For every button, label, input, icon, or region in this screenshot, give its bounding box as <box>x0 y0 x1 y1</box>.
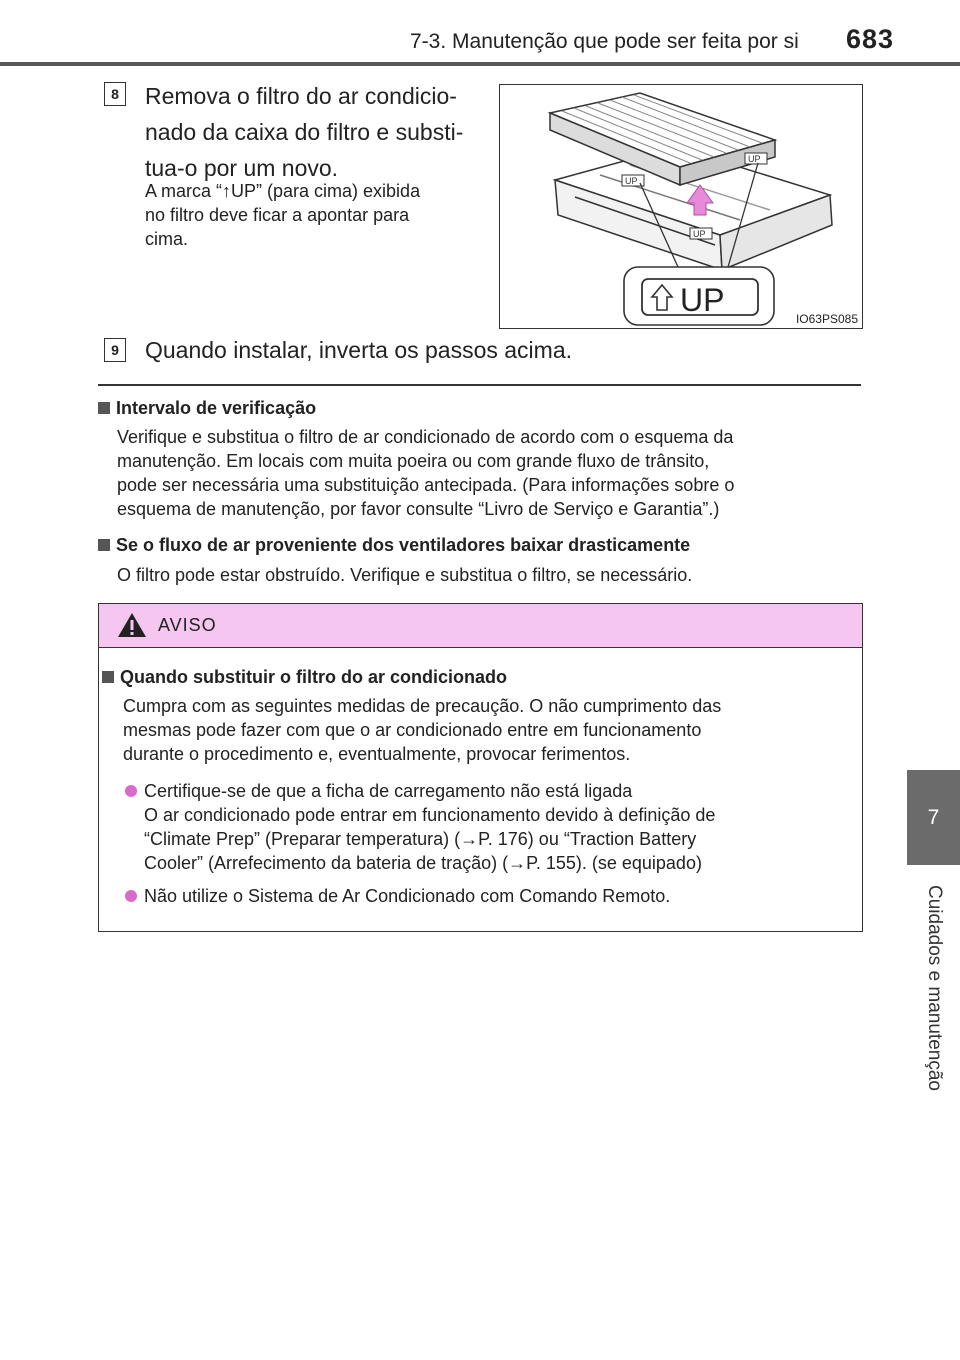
body-line: pode ser necessária uma substituição antecipada. (Para informações sobre o <box>117 475 735 495</box>
small-up-text-3: UP <box>693 229 706 239</box>
warning-subheading-text: Quando substituir o filtro do ar condicionado <box>120 667 507 687</box>
warning-bullet-1-text <box>144 779 852 875</box>
step-8-note-line: A marca “↑UP” (para cima) exibida <box>145 181 421 201</box>
filter-replacement-drawing <box>500 85 862 328</box>
section-heading-text: Intervalo de verificação <box>116 398 317 418</box>
up-callout-label <box>624 267 774 325</box>
section-body-interval <box>117 425 856 521</box>
step-8-text <box>145 78 477 186</box>
warning-box <box>98 603 863 932</box>
round-bullet-icon <box>125 890 137 902</box>
warning-bullet-2 <box>125 884 855 908</box>
chapter-label-text: Cuidados e manutenção <box>923 884 945 1091</box>
step-number-9: 9 <box>104 338 126 362</box>
warning-bullet-1 <box>125 779 855 875</box>
warning-subheading <box>102 667 507 688</box>
illustration-code: IO63PS085 <box>795 312 858 326</box>
square-bullet-icon <box>98 402 110 414</box>
step-8-line: nado da caixa do filtro e substi- <box>145 119 464 145</box>
chapter-tab: 7 <box>907 770 960 865</box>
section-divider <box>98 384 861 386</box>
step-8-line: Remova o filtro do ar condicio- <box>145 83 457 109</box>
warning-line: Cumpra com as seguintes medidas de precaução. O não cumprimento das <box>123 696 722 716</box>
body-line: esquema de manutenção, por favor consulte “Livro de Serviço e Garantia”.) <box>117 499 720 519</box>
bullet-line: O ar condicionado pode entrar em funcionamento devido à definição de <box>144 805 716 825</box>
step-8-note-line: cima. <box>145 229 189 249</box>
bullet-line: Cooler” (Arrefecimento da bateria de tração) (→P. 155). (se equipado) <box>144 853 702 873</box>
warning-line: durante o procedimento e, eventualmente, provocar ferimentos. <box>123 744 631 764</box>
warning-header <box>99 604 862 648</box>
small-up-text-2: UP <box>748 154 761 164</box>
small-up-text-1: UP <box>625 176 638 186</box>
filter-illustration <box>499 84 863 329</box>
step-8-note-line: no filtro deve ficar a apontar para <box>145 205 410 225</box>
round-bullet-icon <box>125 785 137 797</box>
page-number: 683 <box>846 24 895 54</box>
section-heading-interval <box>98 398 316 419</box>
square-bullet-icon <box>98 539 110 551</box>
bullet-line: Certifique-se de que a ficha de carregamento não está ligada <box>144 781 633 801</box>
body-line: O filtro pode estar obstruído. Verifique e substitua o filtro, se necessário. <box>117 565 693 585</box>
warning-intro <box>123 694 845 766</box>
body-line: Verifique e substitua o filtro de ar condicionado de acordo com o esquema da <box>117 427 734 447</box>
section-heading-text: Se o fluxo de ar proveniente dos ventiladores baixar drasticamente <box>116 535 691 555</box>
section-heading-airflow <box>98 535 690 556</box>
bullet-line: Não utilize o Sistema de Ar Condicionado com Comando Remoto. <box>144 886 671 906</box>
header-divider <box>0 62 960 66</box>
step-number-8: 8 <box>104 82 126 106</box>
step-8-note <box>145 179 477 251</box>
body-line: manutenção. Em locais com muita poeira ou com grande fluxo de trânsito, <box>117 451 710 471</box>
section-body-airflow <box>117 563 856 587</box>
header-section-title: 7-3. Manutenção que pode ser feita por si <box>410 30 799 53</box>
warning-bullet-2-text <box>144 884 852 908</box>
warning-title: AVISO <box>158 615 217 635</box>
warning-line: mesmas pode fazer com que o ar condicionado entre em funcionamento <box>123 720 702 740</box>
bullet-line: “Climate Prep” (Preparar temperatura) (→P. 176) ou “Traction Battery <box>144 829 697 849</box>
chapter-label <box>907 865 960 1110</box>
square-bullet-icon <box>102 671 114 683</box>
step-9-text: Quando instalar, inverta os passos acima. <box>145 337 573 363</box>
big-up-text: UP <box>680 282 725 318</box>
step-8-line: tua-o por um novo. <box>145 155 339 181</box>
warning-triangle-icon <box>117 612 147 638</box>
